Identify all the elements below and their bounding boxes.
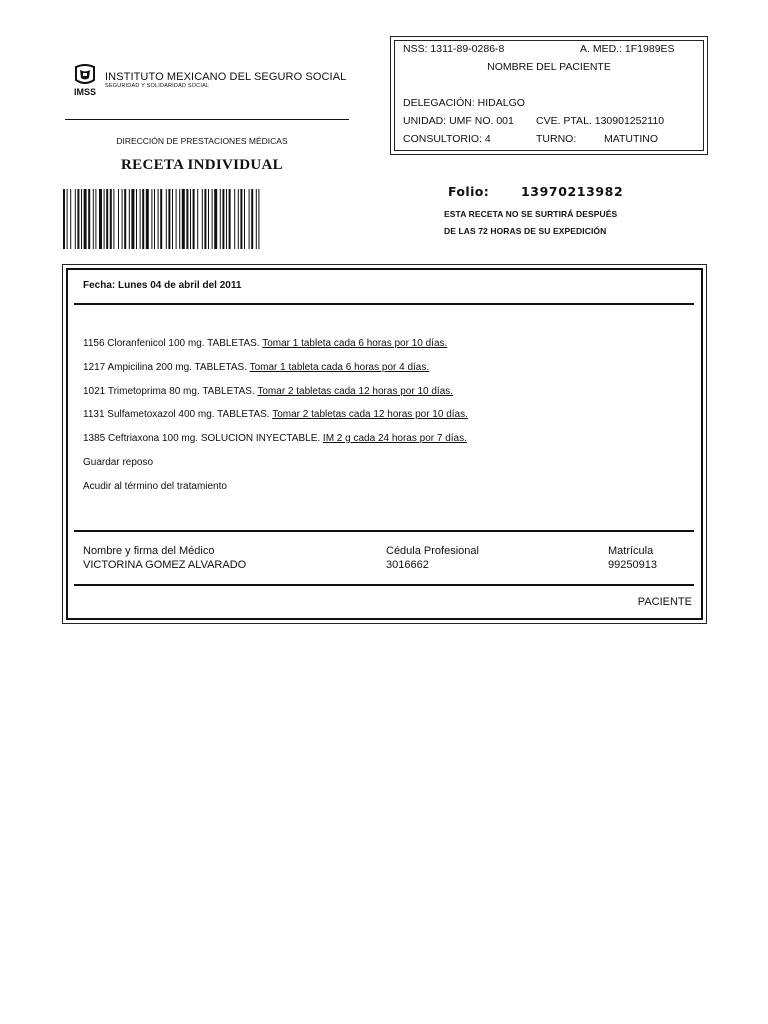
medication-dosage: Tomar 1 tableta cada 6 horas por 10 días. — [262, 338, 448, 349]
prescription-date: Fecha: Lunes 04 de abril del 2011 — [83, 280, 242, 291]
note-rest: Guardar reposo — [83, 457, 154, 468]
barcode-icon — [63, 189, 343, 249]
medication-item: 1156 Cloranfenicol 100 mg. TABLETAS. — [83, 338, 260, 349]
institution-name: INSTITUTO MEXICANO DEL SEGURO SOCIAL — [105, 71, 347, 83]
signature-divider — [74, 530, 694, 532]
medication-item: 1385 Ceftriaxona 100 mg. SOLUCION INYECTABLE. — [83, 433, 321, 444]
medico-label: Nombre y firma del Médico — [83, 545, 215, 557]
patient-name: NOMBRE DEL PACIENTE — [487, 61, 611, 73]
consultorio-field: CONSULTORIO: 4 — [403, 133, 491, 145]
medication-line — [83, 338, 447, 349]
medication-line — [83, 409, 468, 420]
medication-item: 1217 Ampicilina 200 mg. TABLETAS. — [83, 362, 247, 373]
date-divider — [74, 303, 694, 305]
unidad-field: UNIDAD: UMF NO. 001 — [403, 115, 514, 127]
a-med-field: A. MED.: 1F1989ES — [580, 43, 675, 55]
matricula-label: Matrícula — [608, 545, 654, 557]
medico-name: VICTORINA GOMEZ ALVARADO — [83, 559, 247, 571]
note-followup: Acudir al término del tratamiento — [83, 481, 227, 492]
medication-dosage: IM 2 g cada 24 horas por 7 días. — [322, 433, 467, 444]
cve-ptal-field: CVE. PTAL. 130901252110 — [536, 115, 665, 127]
direccion-label: DIRECCIÓN DE PRESTACIONES MÉDICAS — [116, 136, 288, 146]
medication-item: 1021 Trimetoprima 80 mg. TABLETAS. — [83, 386, 255, 397]
logo-text: IMSS — [73, 87, 97, 97]
matricula-value: 99250913 — [608, 559, 657, 571]
copy-divider — [74, 584, 694, 586]
imss-logo-icon — [70, 64, 100, 98]
turno-label: TURNO: — [536, 133, 577, 145]
folio-number: 13970213982 — [521, 184, 624, 199]
folio-label: Folio: — [448, 184, 490, 199]
medication-line — [83, 433, 467, 444]
document-title: RECETA INDIVIDUAL — [121, 157, 283, 173]
delegacion-field: DELEGACIÓN: HIDALGO — [403, 97, 525, 109]
medication-line — [83, 362, 429, 373]
medication-dosage: Tomar 1 tableta cada 6 horas por 4 días. — [249, 362, 430, 373]
medication-dosage: Tomar 2 tabletas cada 12 horas por 10 días. — [257, 386, 454, 397]
medication-line — [83, 386, 453, 397]
cedula-label: Cédula Profesional — [386, 545, 479, 557]
institution-motto: SEGURIDAD Y SOLIDARIDAD SOCIAL — [105, 83, 210, 89]
cedula-value: 3016662 — [386, 559, 429, 571]
turno-value: MATUTINO — [604, 133, 659, 145]
expiry-notice-line1: ESTA RECETA NO SE SURTIRÁ DESPUÉS — [444, 209, 618, 219]
header-divider — [65, 119, 349, 120]
expiry-notice-line2: DE LAS 72 HORAS DE SU EXPEDICIÓN — [444, 226, 607, 236]
medication-item: 1131 Sulfametoxazol 400 mg. TABLETAS. — [83, 409, 270, 420]
copy-label: PACIENTE — [637, 596, 692, 608]
nss-field: NSS: 1311-89-0286-8 — [403, 43, 505, 55]
medication-dosage: Tomar 2 tabletas cada 12 horas por 10 días. — [272, 409, 468, 420]
